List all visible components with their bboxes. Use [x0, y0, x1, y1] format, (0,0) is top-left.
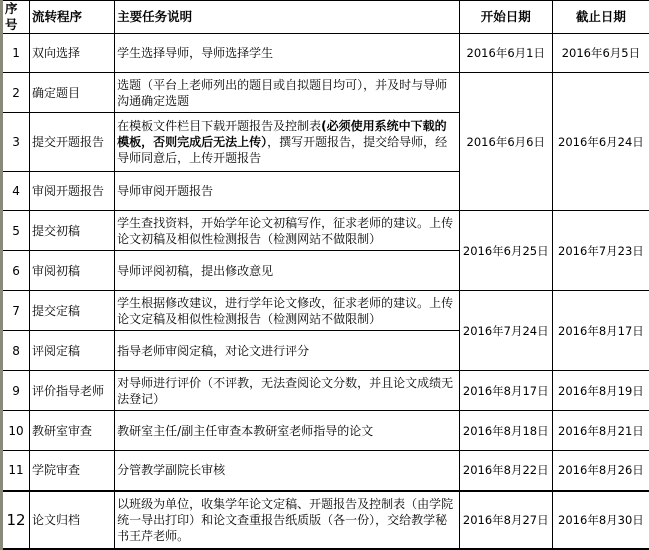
row-no: 2	[2, 73, 30, 113]
header-end: 截止日期	[552, 1, 649, 34]
row-step: 双向选择	[30, 34, 115, 73]
table-row	[2, 451, 649, 491]
table-row	[2, 34, 649, 73]
row-desc: 学生选择导师，导师选择学生	[115, 34, 460, 73]
desc-bold-note: (必须使用系统中下载的模板，否则完成后无法上传）	[117, 119, 447, 149]
header-row	[2, 1, 649, 34]
row-end: 2016年8月17日	[552, 291, 649, 371]
row-step: 提交定稿	[30, 291, 115, 331]
row-desc: 以班级为单位，收集学年论文定稿、开题报告及控制表（由学院统一导出打印）和论文查重报告纸质版（各一份），交给教学秘书王芹老师。	[115, 491, 460, 549]
table-row	[2, 291, 649, 331]
row-start: 2016年8月17日	[459, 371, 552, 411]
row-step: 审阅开题报告	[30, 172, 115, 211]
row-start: 2016年6月1日	[459, 34, 552, 73]
row-desc: 指导老师审阅定稿，对论文进行评分	[115, 331, 460, 371]
row-start: 2016年6月25日	[459, 211, 552, 291]
row-step: 教研室审查	[30, 411, 115, 451]
row-no: 4	[2, 172, 30, 211]
row-end: 2016年8月26日	[552, 451, 649, 491]
table-row	[2, 211, 649, 251]
table-row	[2, 73, 649, 113]
row-no: 3	[2, 113, 30, 172]
row-end: 2016年6月5日	[552, 34, 649, 73]
row-desc: 选题（平台上老师列出的题目或自拟题目均可），并及时与导师沟通确定选题	[115, 73, 460, 113]
row-no: 5	[2, 211, 30, 251]
row-no: 10	[2, 411, 30, 451]
row-end: 2016年7月23日	[552, 211, 649, 291]
row-step: 论文归档	[30, 491, 115, 549]
row-desc: 导师审阅开题报告	[115, 172, 460, 211]
row-end: 2016年6月24日	[552, 73, 649, 211]
row-no: 1	[2, 34, 30, 73]
desc-text: ，撰写开题报告，提交给导师，经导师同意后，上传开题报告	[117, 135, 447, 165]
row-end: 2016年8月21日	[552, 411, 649, 451]
row-no: 9	[2, 371, 30, 411]
row-start: 2016年7月24日	[459, 291, 552, 371]
row-step: 审阅初稿	[30, 251, 115, 291]
row-start: 2016年8月27日	[459, 491, 552, 549]
table-row	[2, 371, 649, 411]
row-desc: 导师评阅初稿，提出修改意见	[115, 251, 460, 291]
row-desc: 分管教学副院长审核	[115, 451, 460, 491]
row-no: 7	[2, 291, 30, 331]
row-step: 学院审查	[30, 451, 115, 491]
row-step: 评阅定稿	[30, 331, 115, 371]
row-no: 8	[2, 331, 30, 371]
row-no: 11	[2, 451, 30, 491]
row-step: 提交初稿	[30, 211, 115, 251]
row-desc: 学生根据修改建议，进行学年论文修改，征求老师的建议。上传论文定稿及相似性检测报告（检测网站不做限制）	[115, 291, 460, 331]
row-end: 2016年8月19日	[552, 371, 649, 411]
row-step: 评价指导老师	[30, 371, 115, 411]
row-start: 2016年8月22日	[459, 451, 552, 491]
header-start: 开始日期	[459, 1, 552, 34]
row-start: 2016年8月18日	[459, 411, 552, 451]
row-desc: 教研室主任/副主任审查本教研室老师指导的论文	[115, 411, 460, 451]
row-step: 提交开题报告	[30, 113, 115, 172]
table-row	[2, 411, 649, 451]
desc-text: 在模板文件栏目下载开题报告及控制表	[117, 119, 321, 133]
row-desc: 对导师进行评价（不评教，无法查阅论文分数，并且论文成绩无法登记）	[115, 371, 460, 411]
row-step: 确定题目	[30, 73, 115, 113]
row-desc	[115, 113, 460, 172]
row-desc: 学生查找资料，开始学年论文初稿写作，征求老师的建议。上传论文初稿及相似性检测报告（检测网站不做限制）	[115, 211, 460, 251]
row-no: 6	[2, 251, 30, 291]
row-end: 2016年8月30日	[552, 491, 649, 549]
header-no: 序号	[2, 1, 30, 34]
header-desc: 主要任务说明	[115, 1, 460, 34]
table-row	[2, 491, 649, 549]
row-start: 2016年6月6日	[459, 73, 552, 211]
header-step: 流转程序	[30, 1, 115, 34]
row-no: 12	[2, 491, 30, 549]
